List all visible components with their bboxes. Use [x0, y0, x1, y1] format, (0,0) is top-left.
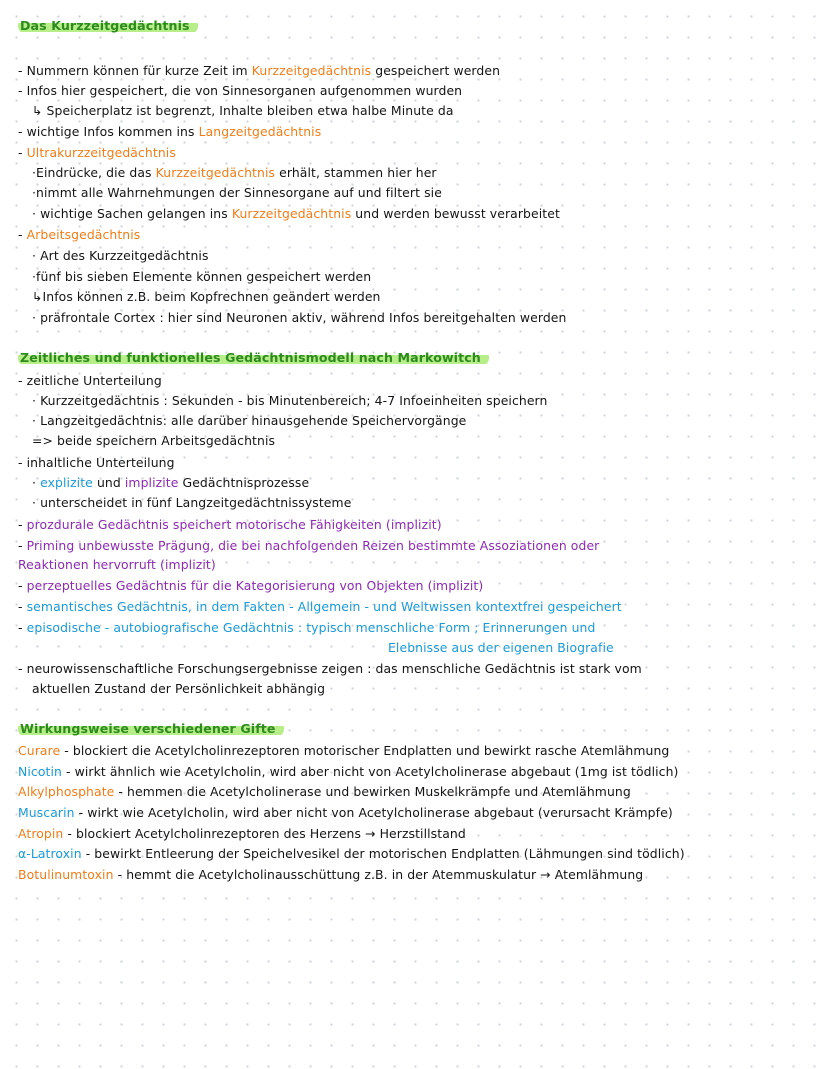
toxin-line: Curare - blockiert die Acetylcholinrezeptoren motorischer Endplatten und bewirkt rasche Atemlähmung	[18, 743, 670, 758]
note-line: aktuellen Zustand der Persönlichkeit abhängig	[32, 681, 326, 696]
note-line: · Langzeitgedächtnis: alle darüber hinausgehende Speichervorgänge	[32, 413, 467, 428]
note-line: - prozdurale Gedächtnis speichert motorische Fähigkeiten (implizit)	[18, 517, 442, 532]
toxin-line: Atropin - blockiert Acetylcholinrezeptoren des Herzens → Herzstillstand	[18, 826, 466, 841]
note-line: - Arbeitsgedächtnis	[18, 227, 141, 242]
toxin-name-botulinumtoxin: Botulinumtoxin	[18, 867, 114, 882]
toxin-name-alkylphosphate: Alkylphosphate	[18, 784, 115, 799]
toxin-name-muscarin: Muscarin	[18, 805, 75, 820]
toxin-line: Alkylphosphate - hemmen die Acetylcholinerase und bewirken Muskelkrämpfe und Atemlähmung	[18, 784, 631, 799]
term-explizite: explizite	[40, 475, 93, 490]
section-heading-kurzzeitgedaechtnis: Das Kurzzeitgedächtnis	[18, 17, 198, 34]
note-line: ·nimmt alle Wahrnehmungen der Sinnesorgane auf und filtert sie	[32, 185, 442, 200]
note-line: => beide speichern Arbeitsgedächtnis	[32, 433, 276, 448]
note-line: - inhaltliche Unterteilung	[18, 455, 175, 470]
term-implizite: implizite	[124, 475, 179, 490]
note-line: - Ultrakurzzeitgedächtnis	[18, 145, 176, 160]
toxin-line: Muscarin - wirkt wie Acetylcholin, wird aber nicht von Acetylcholinerase abgebaut (verursacht Krämpfe)	[18, 805, 673, 820]
note-line: · explizite und implizite Gedächtnisprozesse	[32, 475, 310, 490]
note-line: Reaktionen hervorruft (implizit)	[18, 557, 216, 572]
section-heading-gedaechtnismodell: Zeitliches und funktionelles Gedächtnismodell nach Markowitch	[18, 349, 489, 366]
term-arbeitsgedaechtnis: Arbeitsgedächtnis	[26, 227, 141, 242]
toxin-name-curare: Curare	[18, 743, 61, 758]
note-line: · präfrontale Cortex : hier sind Neuronen aktiv, während Infos bereitgehalten werden	[32, 310, 567, 325]
note-line: ↳ Speicherplatz ist begrenzt, Inhalte bleiben etwa halbe Minute da	[32, 103, 454, 118]
note-line: - Infos hier gespeichert, die von Sinnesorganen aufgenommen wurden	[18, 83, 463, 98]
note-line: - neurowissenschaftliche Forschungsergebnisse zeigen : das menschliche Gedächtnis ist stark vom	[18, 661, 642, 676]
note-line: - wichtige Infos kommen ins Langzeitgedächtnis	[18, 124, 322, 139]
note-line: · Kurzzeitgedächtnis : Sekunden - bis Minutenbereich; 4-7 Infoeinheiten speichern	[32, 393, 548, 408]
note-line: - semantisches Gedächtnis, in dem Fakten - Allgemein - und Weltwissen kontextfrei gespeichert	[18, 599, 622, 614]
term-ultrakurzzeitgedaechtnis: Ultrakurzzeitgedächtnis	[26, 145, 176, 160]
term-kurzzeitgedaechtnis: Kurzzeitgedächtnis	[155, 165, 276, 180]
note-line: - zeitliche Unterteilung	[18, 373, 162, 388]
note-line: - perzeptuelles Gedächtnis für die Kategorisierung von Objekten (implizit)	[18, 578, 484, 593]
toxin-line: Nicotin - wirkt ähnlich wie Acetylcholin, wird aber nicht von Acetylcholinerase abgebaut (1mg ist tödlich)	[18, 764, 679, 779]
note-line: ·Eindrücke, die das Kurzzeitgedächtnis erhält, stammen hier her	[32, 165, 437, 180]
toxin-line: α-Latroxin - bewirkt Entleerung der Speichelvesikel der motorischen Endplatten (Lähmungen sind tödlich)	[18, 846, 685, 861]
note-line: Elebnisse aus der eigenen Biografie	[388, 640, 614, 655]
note-line: ·fünf bis sieben Elemente können gespeichert werden	[32, 269, 372, 284]
note-line: · wichtige Sachen gelangen ins Kurzzeitgedächtnis und werden bewusst verarbeitet	[32, 206, 560, 221]
note-line: ↳Infos können z.B. beim Kopfrechnen geändert werden	[32, 289, 381, 304]
toxin-line: Botulinumtoxin - hemmt die Acetylcholinausschüttung z.B. in der Atemmuskulatur → Atemlähmung	[18, 867, 644, 882]
section-heading-gifte: Wirkungsweise verschiedener Gifte	[18, 720, 284, 737]
toxin-name-latroxin: α-Latroxin	[18, 846, 82, 861]
note-line: - episodische - autobiografische Gedächtnis : typisch menschliche Form ; Erinnerungen und	[18, 620, 596, 635]
note-line: · Art des Kurzzeitgedächtnis	[32, 248, 209, 263]
note-line: - Priming unbewusste Prägung, die bei nachfolgenden Reizen bestimmte Assoziationen oder	[18, 538, 600, 553]
note-line: · unterscheidet in fünf Langzeitgedächtnissysteme	[32, 495, 352, 510]
note-line: - Nummern können für kurze Zeit im Kurzzeitgedächtnis gespeichert werden	[18, 63, 501, 78]
term-langzeitgedaechtnis: Langzeitgedächtnis	[198, 124, 322, 139]
term-kurzzeitgedaechtnis: Kurzzeitgedächtnis	[251, 63, 372, 78]
term-kurzzeitgedaechtnis: Kurzzeitgedächtnis	[231, 206, 352, 221]
toxin-name-atropin: Atropin	[18, 826, 64, 841]
toxin-name-nicotin: Nicotin	[18, 764, 62, 779]
